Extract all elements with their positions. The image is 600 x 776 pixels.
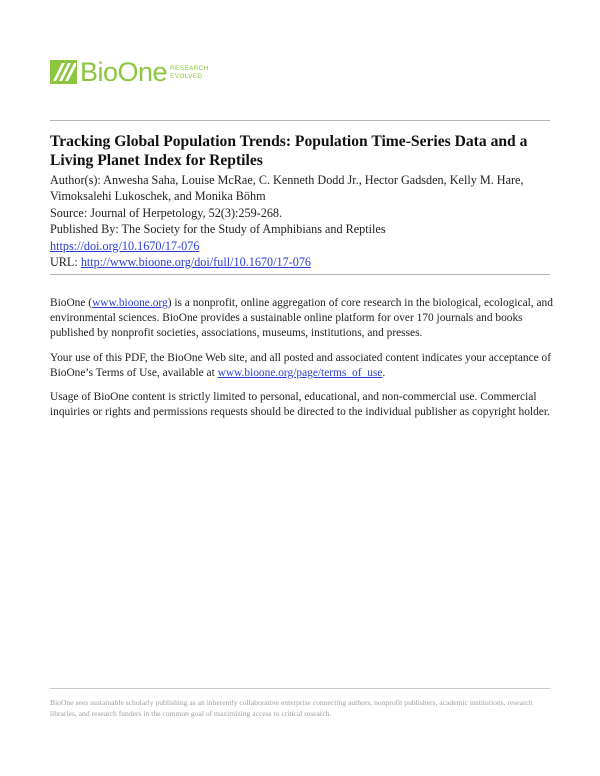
- bioone-description-paragraph: [50, 296, 555, 342]
- article-title: Tracking Global Population Trends: Population Time-Series Data and a Living Planet Index for Reptiles: [50, 133, 528, 169]
- logo-tagline: [170, 65, 209, 81]
- p2-prefix: Your use of this PDF, the BioOne Web site, and all posted and associated content indicates your acceptance of BioOne’s Terms of Use, available at: [50, 351, 552, 379]
- footer-text: BioOne sees sustainable scholarly publishing as an inherently collaborative enterprise connecting authors, nonprofit publishers, academic institutions, research libraries, and research funders in the common goal of maximizing access to critical research.: [50, 698, 533, 718]
- top-divider: [50, 120, 550, 121]
- article-source: Source: Journal of Herpetology, 52(3):259-268.: [50, 205, 283, 220]
- footer-divider: [50, 688, 550, 689]
- middle-divider: [50, 274, 550, 275]
- bioone-home-link[interactable]: www.bioone.org: [92, 297, 168, 309]
- doi-link[interactable]: https://doi.org/10.1670/17-076: [50, 238, 200, 253]
- logo-tagline-line2: EVOLVED: [170, 73, 203, 80]
- usage-paragraph: Usage of BioOne content is strictly limited to personal, educational, and non-commercial use. Commercial inquiries or rights and permissions requests should be directed to the individual publisher as copyright holder.: [50, 391, 550, 419]
- article-metadata: [50, 132, 550, 270]
- doi-line: [50, 238, 550, 254]
- terms-paragraph: [50, 351, 555, 381]
- p1-prefix: BioOne (: [50, 297, 93, 309]
- url-label: URL:: [50, 255, 81, 270]
- url-line: [50, 254, 550, 270]
- logo-tagline-line1: RESEARCH: [170, 65, 209, 72]
- notice-section: [50, 296, 555, 429]
- terms-of-use-link[interactable]: www.bioone.org/page/terms_of_use: [217, 366, 383, 379]
- bioone-leaf-icon: [50, 58, 78, 86]
- logo-wordmark: BioOne: [80, 57, 168, 87]
- p1-suffix: ) is a nonprofit, online aggregation of core research in the biological, ecological, and environmental sciences. BioOne provides a sustainable online platform for over 170 journals and books published by nonprofit societies, associations, museums, institutions, and presses.: [50, 297, 553, 340]
- bioone-logo: [50, 56, 209, 88]
- article-authors: Author(s): Anwesha Saha, Louise McRae, C. Kenneth Dodd Jr., Hector Gadsden, Kelly M. Hare, Vimoksalehi Lukoschek, and Monika Böhm: [50, 173, 524, 204]
- p2-suffix: .: [382, 366, 386, 379]
- article-publisher: Published By: The Society for the Study of Amphibians and Reptiles: [50, 222, 386, 237]
- article-url-link[interactable]: http://www.bioone.org/doi/full/10.1670/17-076: [80, 255, 312, 270]
